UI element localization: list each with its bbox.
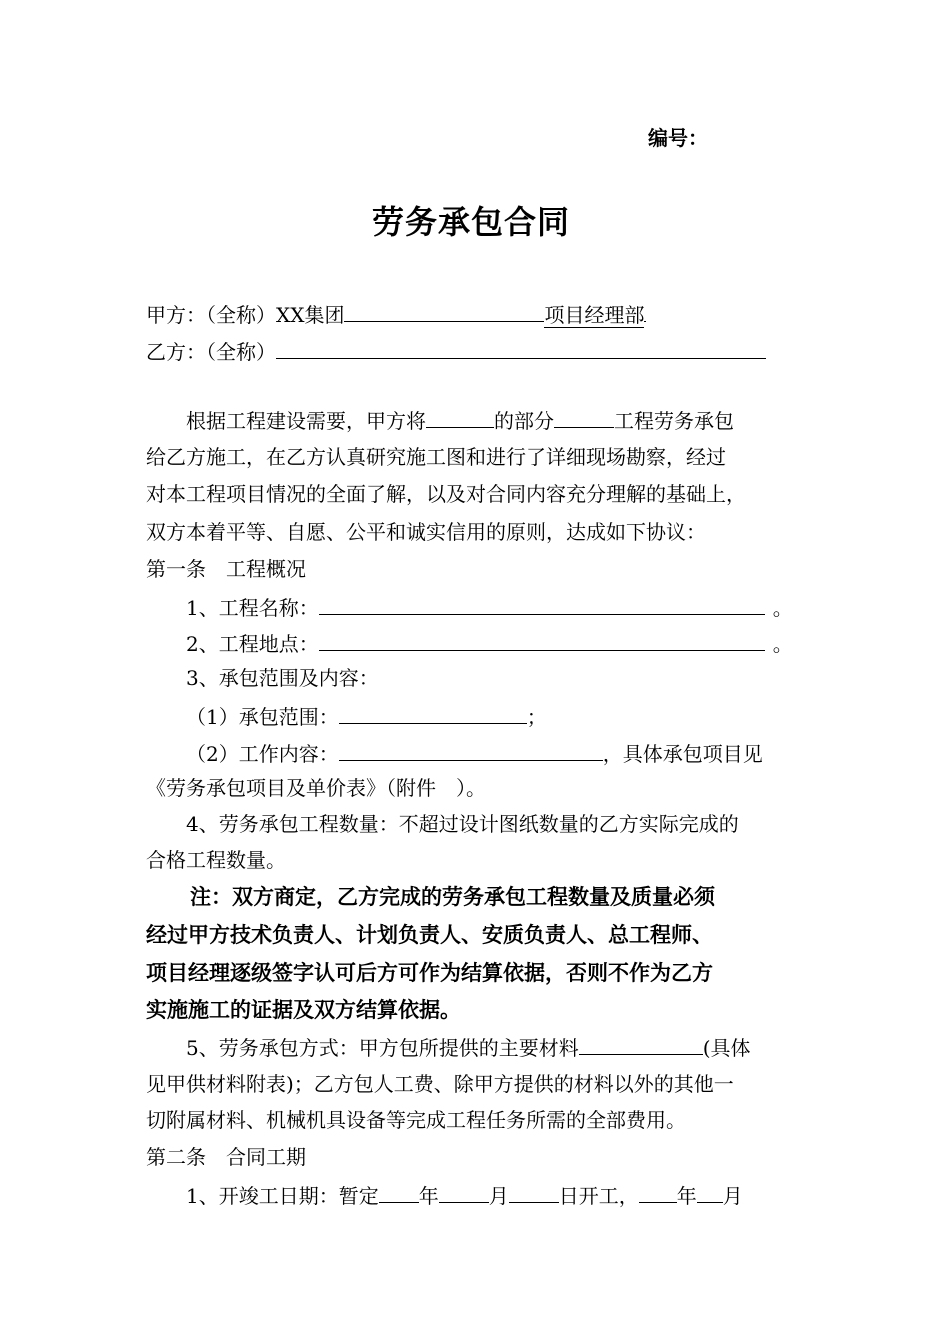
start-month-fill[interactable]	[439, 1182, 489, 1203]
end-month-fill[interactable]	[697, 1182, 723, 1203]
intro-text-b: 的部分	[494, 409, 554, 433]
start-month-label: 月	[488, 1184, 509, 1208]
intro-line-1	[186, 407, 734, 433]
work-content-cont: 《劳务承包项目及单价表》（附件 ）。	[146, 776, 486, 800]
project-name-label: 1、工程名称：	[186, 596, 319, 620]
work-content-label: （2）工作内容：	[186, 742, 339, 766]
quantity-line-1: 4、劳务承包工程数量：不超过设计图纸数量的乙方实际完成的	[186, 812, 739, 836]
project-location-period: 。	[772, 632, 793, 656]
note-line-2: 经过甲方技术负责人、计划负责人、安质负责人、总工程师、	[146, 922, 713, 947]
start-year-fill[interactable]	[379, 1182, 419, 1203]
end-year-label: 年	[676, 1184, 697, 1208]
contract-number-label: 编号：	[648, 126, 708, 150]
project-location-fill[interactable]	[319, 630, 765, 651]
party-b-line	[146, 338, 766, 364]
project-location-label: 2、工程地点：	[186, 632, 319, 656]
project-name-fill[interactable]	[319, 594, 765, 615]
intro-blank-2[interactable]	[554, 407, 614, 428]
method-line-1	[186, 1034, 751, 1060]
scope-line	[186, 703, 547, 729]
method-line-3: 切附属材料、机械机具设备等完成工程任务所需的全部费用。	[146, 1108, 686, 1132]
party-a-prefix: 甲方：（全称）XX集团	[146, 303, 345, 327]
intro-line-3: 对本工程项目情况的全面了解，以及对合同内容充分理解的基础上，	[146, 482, 746, 506]
scope-end: ；	[526, 705, 547, 729]
intro-blank-1[interactable]	[426, 407, 494, 428]
work-content-fill[interactable]	[339, 740, 603, 761]
scope-label: （1）承包范围：	[186, 705, 339, 729]
work-content-line	[186, 740, 763, 766]
start-day-label: 日开工，	[558, 1184, 639, 1208]
intro-text-c: 工程劳务承包	[614, 409, 734, 433]
start-year-label: 年	[418, 1184, 439, 1208]
project-name-line	[186, 594, 793, 620]
note-line-1: 注：双方商定，乙方完成的劳务承包工程数量及质量必须	[190, 884, 715, 909]
project-name-period: 。	[772, 596, 793, 620]
page-title: 劳务承包合同	[372, 203, 571, 241]
start-day-fill[interactable]	[509, 1182, 559, 1203]
intro-text-a: 根据工程建设需要，甲方将	[186, 409, 426, 433]
schedule-label: 1、开竣工日期：暂定	[186, 1184, 379, 1208]
end-month-label: 月	[722, 1184, 743, 1208]
note-line-4: 实施施工的证据及双方结算依据。	[146, 997, 461, 1022]
party-b-prefix: 乙方：（全称）	[146, 340, 276, 364]
schedule-line	[186, 1182, 743, 1208]
party-a-fill[interactable]	[344, 301, 544, 322]
method-text-b: (具体	[702, 1036, 751, 1060]
method-text-a: 5、劳务承包方式：甲方包所提供的主要材料	[186, 1036, 579, 1060]
method-fill[interactable]	[579, 1034, 703, 1055]
intro-line-2: 给乙方施工，在乙方认真研究施工图和进行了详细现场勘察，经过	[146, 445, 726, 469]
article-2-heading: 第二条 合同工期	[146, 1145, 306, 1169]
party-a-suffix: 项目经理部	[544, 303, 645, 327]
method-line-2: 见甲供材料附表)；乙方包人工费、除甲方提供的材料以外的其他一	[146, 1072, 734, 1096]
work-content-end: ，具体承包项目见	[602, 742, 763, 766]
scope-fill[interactable]	[339, 703, 527, 724]
party-a-line	[146, 301, 646, 327]
intro-line-4: 双方本着平等、自愿、公平和诚实信用的原则，达成如下协议：	[146, 520, 706, 544]
project-location-line	[186, 630, 793, 656]
quantity-line-2: 合格工程数量。	[146, 848, 286, 872]
party-b-fill[interactable]	[276, 338, 766, 359]
scope-heading: 3、承包范围及内容：	[186, 666, 379, 690]
note-line-3: 项目经理逐级签字认可后方可作为结算依据，否则不作为乙方	[146, 960, 713, 985]
end-year-fill[interactable]	[639, 1182, 677, 1203]
article-1-heading: 第一条 工程概况	[146, 557, 306, 581]
